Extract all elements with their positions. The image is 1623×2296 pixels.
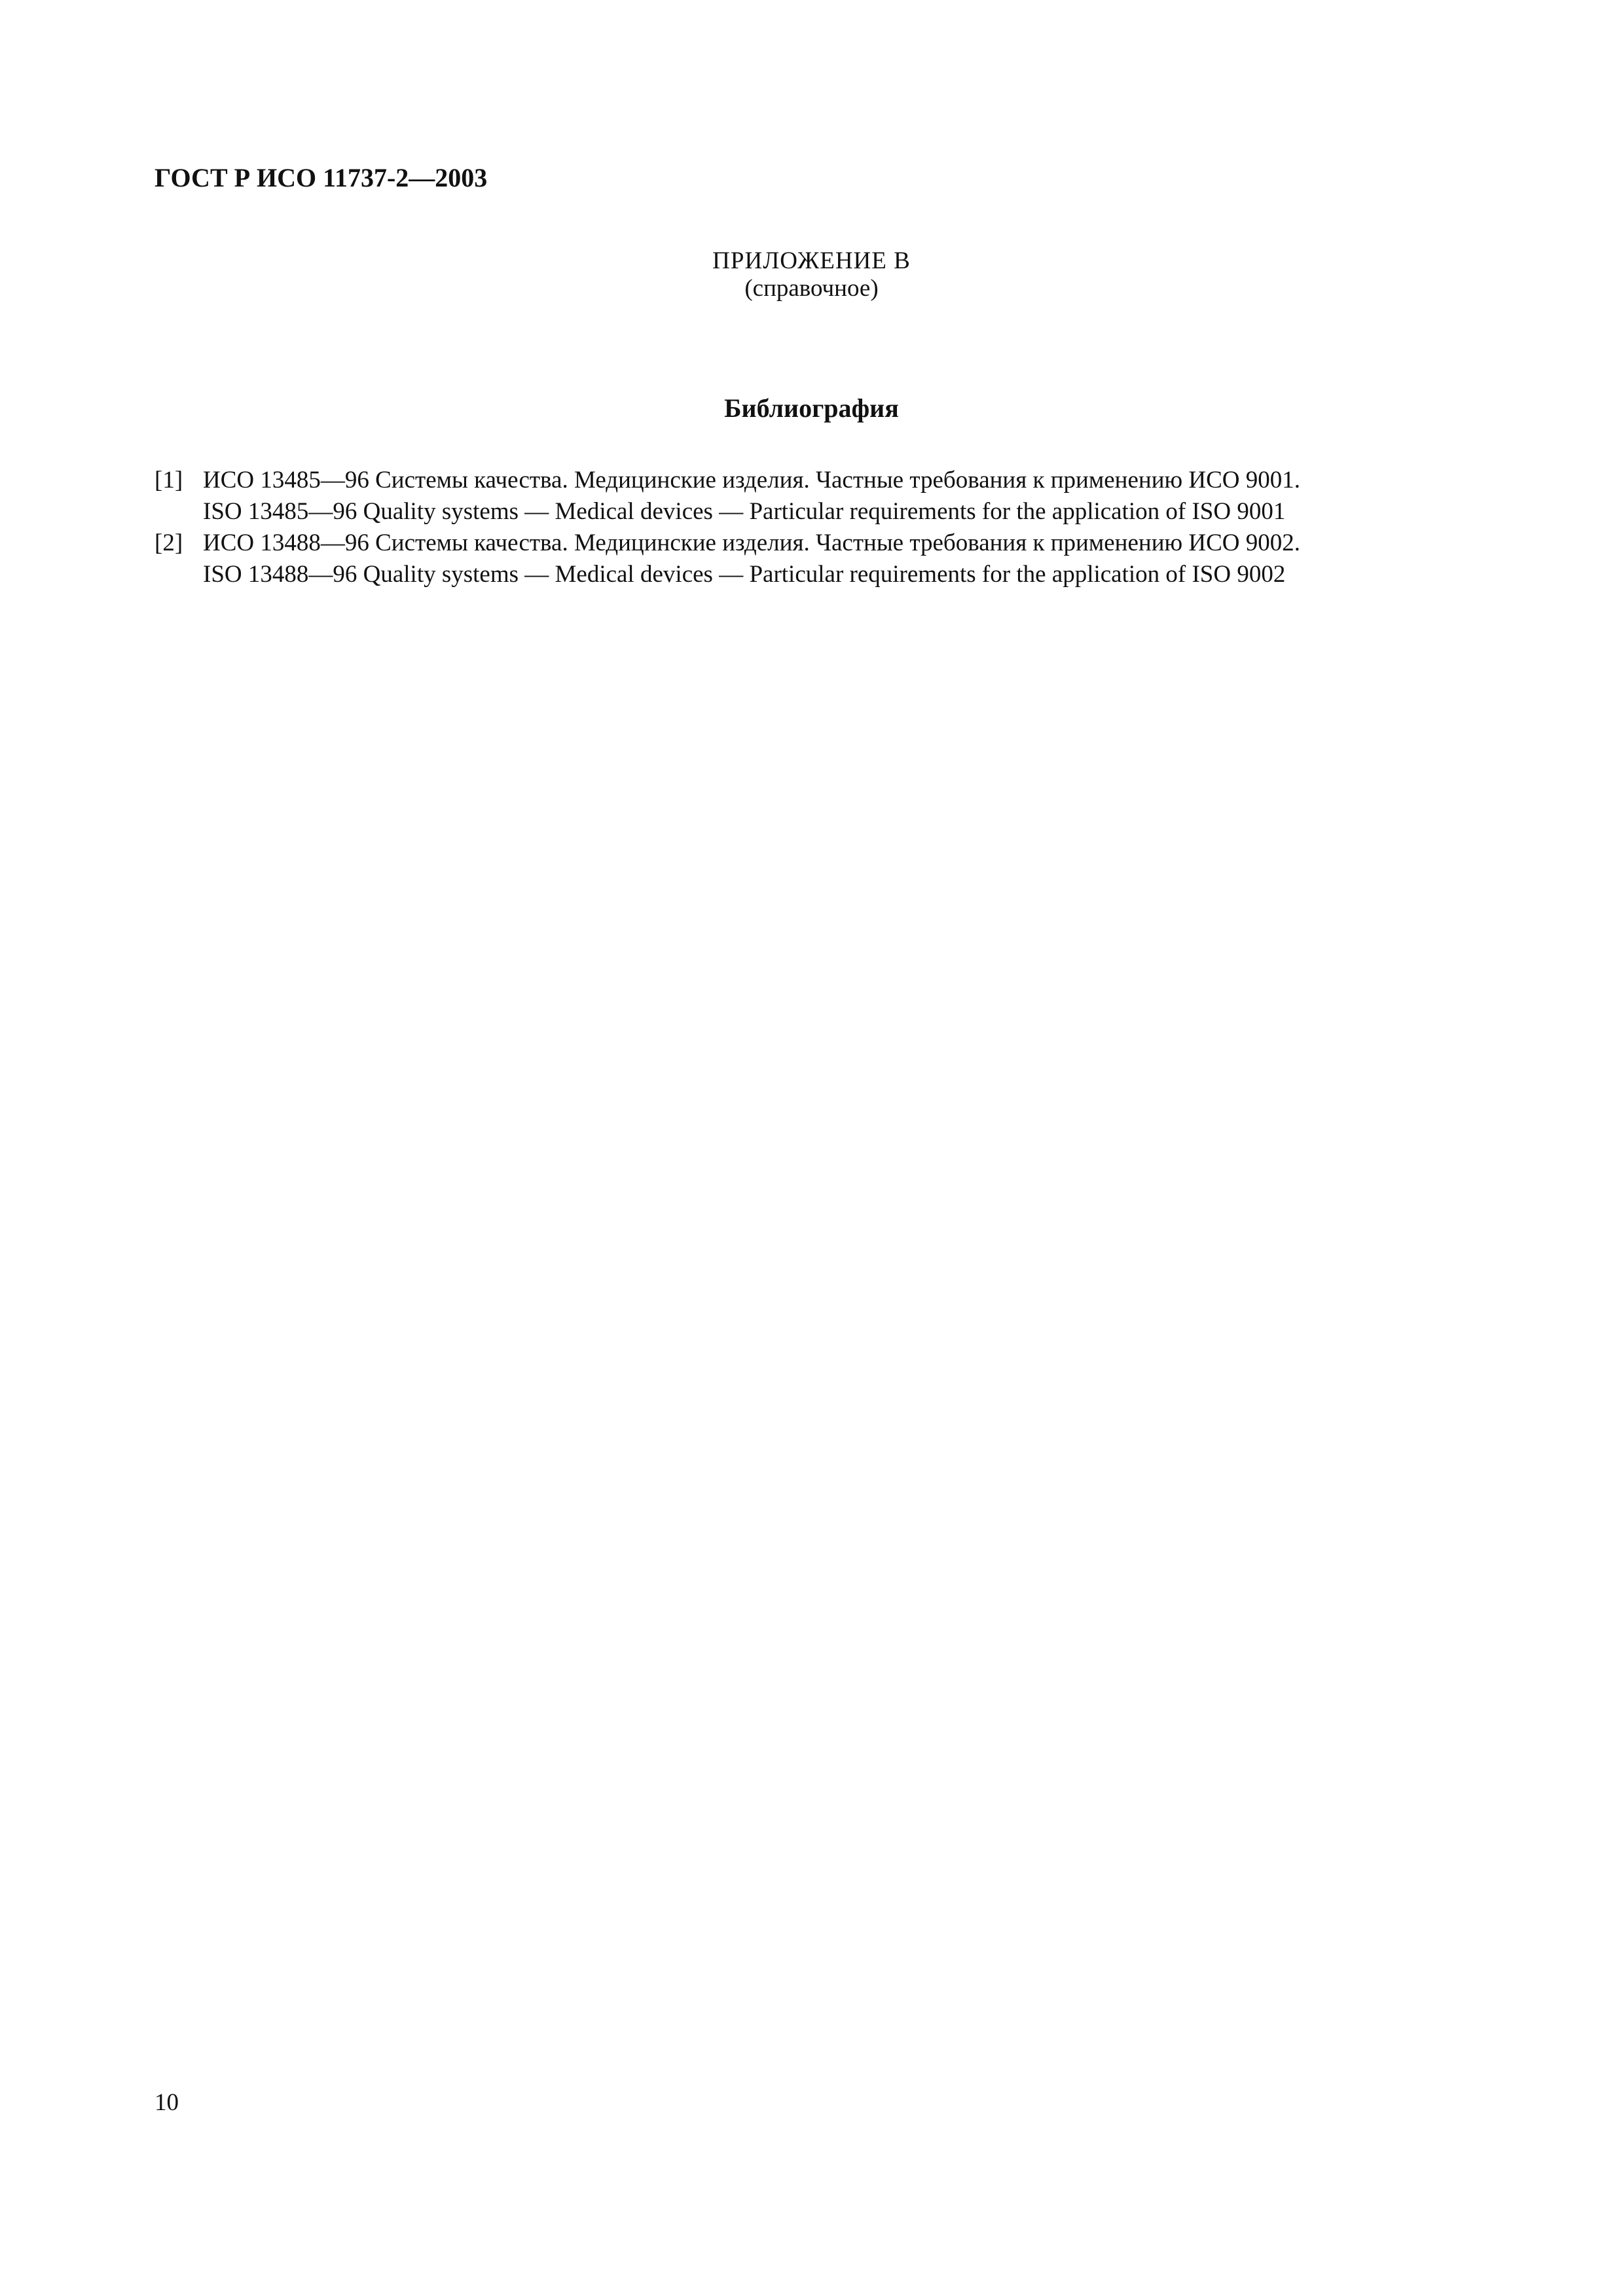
bibliography-title: Библиография (724, 393, 899, 423)
document-code: ГОСТ Р ИСО 11737-2—2003 (155, 163, 488, 192)
bibliography-list (155, 465, 1490, 590)
entry-english-title: ISO 13488—96 Quality systems — Medical devices — Particular requirements for the application of ISO 9002 (203, 561, 1286, 588)
bibliography-entry-2 (155, 528, 1490, 590)
annex-subtitle: (справочное) (744, 275, 879, 302)
bibliography-entry-1 (155, 465, 1490, 528)
entry-number: [2] (155, 529, 183, 556)
page-number: 10 (155, 2089, 179, 2116)
entry-english-title: ISO 13485—96 Quality systems — Medical devices — Particular requirements for the application of ISO 9001 (203, 498, 1286, 525)
annex-title: ПРИЛОЖЕНИЕ В (712, 247, 911, 274)
entry-russian-title: ИСО 13485—96 Системы качества. Медицинские изделия. Частные требования к применению ИСО 9001. (203, 467, 1301, 493)
annex-heading (0, 247, 1623, 302)
entry-number: [1] (155, 467, 183, 493)
entry-russian-title: ИСО 13488—96 Системы качества. Медицинские изделия. Частные требования к применению ИСО 9002. (203, 529, 1301, 556)
